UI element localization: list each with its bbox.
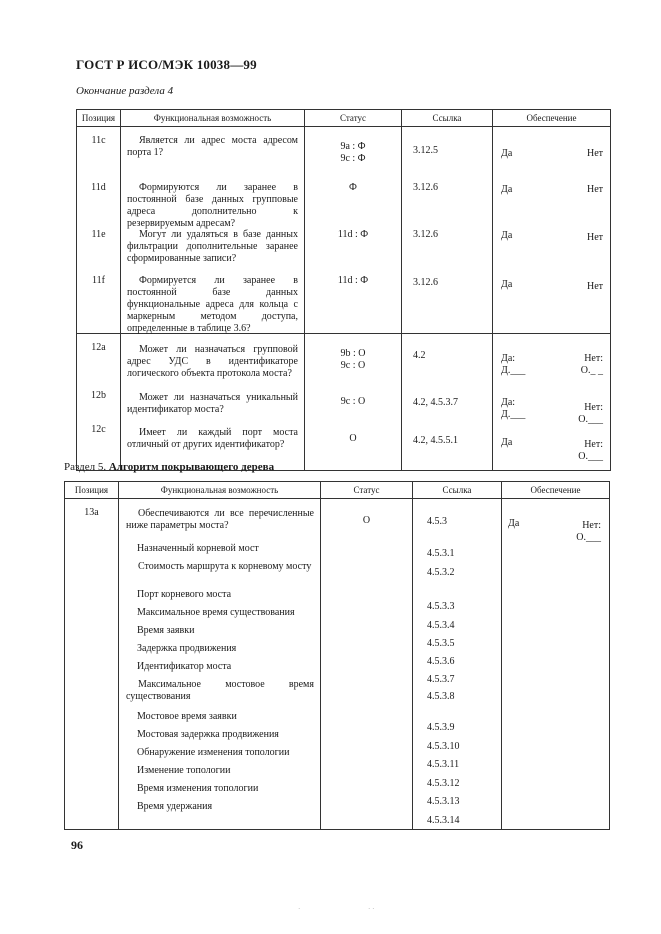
no-label: Нет: bbox=[584, 353, 603, 364]
no-13a bbox=[576, 520, 601, 544]
param-item: Время заявки bbox=[137, 625, 195, 636]
yes-11f: Да bbox=[501, 279, 513, 290]
ref-12c: 4.2, 4.5.5.1 bbox=[413, 435, 458, 446]
ref-item: 4.5.3.11 bbox=[427, 759, 460, 770]
section4-table bbox=[76, 109, 611, 471]
position-11e: 11e bbox=[91, 229, 106, 240]
ref-13a: 4.5.3 bbox=[427, 516, 447, 527]
yes-12a bbox=[501, 353, 525, 377]
param-item: Назначенный корневой мост bbox=[137, 543, 259, 554]
position-12a: 12a bbox=[91, 342, 106, 353]
yes-11e: Да bbox=[501, 230, 513, 241]
function-12c: Имеет ли каждый порт моста отличный от других идентификатор? bbox=[127, 427, 298, 450]
param-item: Изменение топологии bbox=[137, 765, 231, 776]
param-item: Время удержания bbox=[137, 801, 213, 812]
status-13a: О bbox=[362, 515, 371, 526]
yes-13a: Да bbox=[508, 518, 520, 529]
no-11f: Нет bbox=[586, 281, 603, 292]
no-label: Нет: bbox=[584, 439, 603, 450]
status-11f: 11d : Ф bbox=[337, 275, 369, 286]
status-11e: 11d : Ф bbox=[337, 229, 369, 240]
reference-cell bbox=[402, 334, 493, 471]
param-item: Порт корневого моста bbox=[137, 589, 232, 600]
no-label: Нет: bbox=[584, 402, 603, 413]
status-11c-a: 9a : Ф bbox=[340, 141, 366, 152]
ref-item: 4.5.3.8 bbox=[427, 691, 455, 702]
param-item: Обнаружение изменения топологии bbox=[137, 747, 290, 758]
ref-item: 4.5.3.7 bbox=[427, 674, 455, 685]
no-12b bbox=[578, 402, 603, 426]
section5-title: Алгоритм покрывающего дерева bbox=[108, 461, 275, 473]
yes-mark-field: Д.___ bbox=[501, 409, 526, 420]
section-continuation-note: Окончание раздела 4 bbox=[76, 85, 174, 97]
col-header-status: Статус bbox=[321, 482, 413, 499]
no-label: Нет: bbox=[582, 520, 601, 531]
position-11d: 11d bbox=[91, 182, 106, 193]
col-header-support: Обеспечение bbox=[502, 482, 610, 499]
position-13a: 13a bbox=[84, 507, 99, 518]
ref-item: 4.5.3.3 bbox=[427, 601, 455, 612]
ref-11d: 3.12.6 bbox=[413, 182, 438, 193]
param-item: Стоимость маршрута к корневому мосту bbox=[138, 561, 312, 572]
ref-11c: 3.12.5 bbox=[413, 145, 438, 156]
ref-item: 4.5.3.12 bbox=[427, 778, 460, 789]
position-cell bbox=[65, 499, 119, 830]
param-item: Мостовое время заявки bbox=[137, 711, 237, 722]
status-11c-b: 9c : Ф bbox=[340, 153, 366, 164]
no-mark-field: О._ _ bbox=[580, 365, 603, 376]
function-cell bbox=[121, 127, 305, 334]
function-cell bbox=[121, 334, 305, 471]
ref-12b: 4.2, 4.5.3.7 bbox=[413, 397, 458, 408]
no-mark-field: О.___ bbox=[576, 532, 601, 543]
no-11e: Нет bbox=[586, 232, 603, 243]
ref-item: 4.5.3.2 bbox=[427, 567, 455, 578]
section5-heading bbox=[64, 461, 274, 473]
position-cell bbox=[77, 334, 121, 471]
param-item: Максимальное время существования bbox=[137, 607, 295, 618]
yes-12c: Да bbox=[501, 437, 513, 448]
function-11d: Формируются ли заранее в постоянной базе данных групповые адреса дополнительно к резервируемым адресам? bbox=[127, 182, 298, 229]
page-number: 96 bbox=[71, 838, 83, 852]
scan-speck: · · bbox=[368, 905, 375, 913]
function-11e: Могут ли удаляться в базе данных фильтрации дополнительные заранее сформированные записи? bbox=[127, 229, 298, 264]
position-11f: 11f bbox=[92, 275, 105, 286]
document-title: ГОСТ Р ИСО/МЭК 10038—99 bbox=[76, 57, 257, 72]
yes-mark-field: Д.___ bbox=[501, 365, 526, 376]
position-cell bbox=[77, 127, 121, 334]
no-11d: Нет bbox=[586, 184, 603, 195]
support-cell bbox=[493, 334, 611, 471]
no-12c bbox=[578, 439, 603, 463]
no-mark-field: О.___ bbox=[578, 451, 603, 462]
table-header-row bbox=[65, 482, 610, 499]
status-cell bbox=[305, 334, 402, 471]
ref-11f: 3.12.6 bbox=[413, 277, 438, 288]
function-11c: Является ли адрес моста адресом порта 1? bbox=[127, 135, 298, 158]
function-12a: Может ли назначаться групповой адрес УДС в идентификаторе логического объекта протокола моста? bbox=[127, 344, 298, 379]
col-header-position: Позиция bbox=[65, 482, 119, 499]
support-cell bbox=[493, 127, 611, 334]
col-header-function: Функциональная возможность bbox=[119, 482, 321, 499]
col-header-reference: Ссылка bbox=[413, 482, 502, 499]
status-cell bbox=[321, 499, 413, 830]
col-header-position: Позиция bbox=[77, 110, 121, 127]
table-header-row bbox=[77, 110, 611, 127]
no-11c: Нет bbox=[586, 148, 603, 159]
ref-item: 4.5.3.10 bbox=[427, 741, 460, 752]
yes-label: Да: bbox=[501, 397, 516, 408]
function-cell bbox=[119, 499, 321, 830]
table-row-13a bbox=[65, 499, 610, 830]
status-11d: Ф bbox=[349, 182, 357, 193]
ref-item: 4.5.3.6 bbox=[427, 656, 455, 667]
scan-speck: · bbox=[298, 905, 301, 913]
ref-item: 4.5.3.14 bbox=[427, 815, 460, 826]
yes-label: Да: bbox=[501, 353, 516, 364]
ref-item: 4.5.3.4 bbox=[427, 620, 455, 631]
param-item: Мостовая задержка продвижения bbox=[137, 729, 279, 740]
status-cell bbox=[305, 127, 402, 334]
function-13a-question: Обеспечиваются ли все перечисленные ниже параметры моста? bbox=[126, 508, 314, 531]
yes-11c: Да bbox=[501, 148, 513, 159]
table-row-group-12 bbox=[77, 334, 611, 471]
position-11c: 11c bbox=[91, 135, 106, 146]
status-12c: О bbox=[349, 433, 357, 444]
status-12b: 9c : О bbox=[340, 396, 366, 407]
function-12b: Может ли назначаться уникальный идентификатор моста? bbox=[127, 392, 298, 415]
ref-item: 4.5.3.13 bbox=[427, 796, 460, 807]
reference-cell bbox=[413, 499, 502, 830]
section5-prefix: Раздел 5. bbox=[64, 461, 107, 473]
param-item: Задержка продвижения bbox=[137, 643, 237, 654]
function-11f: Формируется ли заранее в постоянной базе данных функциональные адреса для кольца с маркерным методом доступа, определенные в таблице 3.6? bbox=[127, 275, 298, 334]
position-12c: 12c bbox=[91, 424, 106, 435]
no-12a bbox=[581, 353, 603, 377]
ref-12a: 4.2 bbox=[413, 350, 426, 361]
yes-12b bbox=[501, 397, 525, 421]
reference-cell bbox=[402, 127, 493, 334]
col-header-reference: Ссылка bbox=[402, 110, 493, 127]
param-item: Идентификатор моста bbox=[137, 661, 232, 672]
col-header-function: Функциональная возможность bbox=[121, 110, 305, 127]
col-header-support: Обеспечение bbox=[493, 110, 611, 127]
param-item: Время изменения топологии bbox=[137, 783, 259, 794]
support-cell bbox=[502, 499, 610, 830]
status-12a-b: 9c : О bbox=[340, 360, 366, 371]
ref-item: 4.5.3.5 bbox=[427, 638, 455, 649]
ref-11e: 3.12.6 bbox=[413, 229, 438, 240]
col-header-status: Статус bbox=[305, 110, 402, 127]
status-12a-a: 9b : О bbox=[340, 348, 366, 359]
ref-item: 4.5.3.1 bbox=[427, 548, 455, 559]
ref-item: 4.5.3.9 bbox=[427, 722, 455, 733]
position-12b: 12b bbox=[91, 390, 106, 401]
param-item: Максимальное мостовое время существования bbox=[126, 679, 314, 702]
table-row-group-11 bbox=[77, 127, 611, 334]
yes-11d: Да bbox=[501, 184, 513, 195]
section5-table bbox=[64, 481, 610, 830]
no-mark-field: О.___ bbox=[578, 414, 603, 425]
